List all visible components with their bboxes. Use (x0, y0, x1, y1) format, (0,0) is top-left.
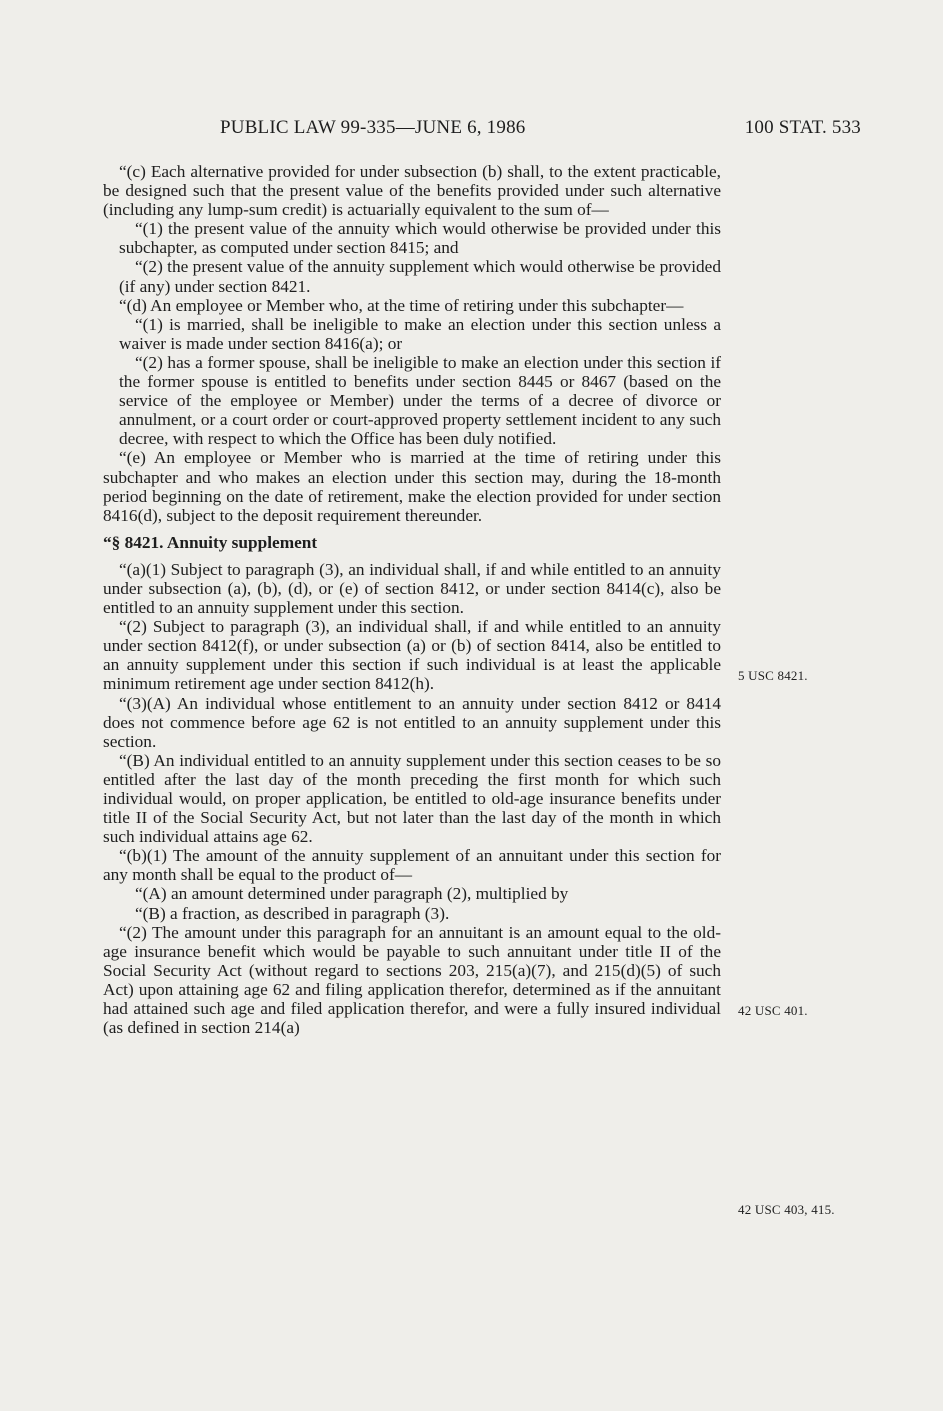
paragraph-b-1: “(b)(1) The amount of the annuity supplement of an annuitant under this section for any month shall be equal to the product of— (103, 846, 721, 885)
margin-note-42-usc-401: 42 USC 401. (738, 1003, 808, 1018)
paragraph-d-2: “(2) has a former spouse, shall be ineligible to make an election under this section if the former spouse is entitled to benefits under section 8445 or 8467 (based on the service of the employee or Member) under the terms of a decree of divorce or annulment, or a court order or court-approved property settlement incident to any such decree, with respect to which the Office has been duly notified. (119, 352, 721, 449)
paragraph-e: “(e) An employee or Member who is married at the time of retiring under this subchapter and who makes an election under this section may, during the 18-month period beginning on the date of retirement, make the election provided for under section 8416(d), subject to the deposit requirement thereunder. (103, 448, 721, 525)
paragraph-a-1: “(a)(1) Subject to paragraph (3), an individual shall, if and while entitled to an annuity under subsection (a), (b), (d), or (e) of section 8412, or under section 8414(c), also be entitled to an annuity supplement under this section. (103, 559, 721, 618)
header-title: PUBLIC LAW 99-335—JUNE 6, 1986 (220, 117, 526, 138)
page-header (103, 117, 861, 147)
paragraph-a-3-B: “(B) An individual entitled to an annuity supplement under this section ceases to be so entitled after the last day of the month preceding the first month for which such individual would, on proper application, be entitled to old-age insurance benefits under title II of the Social Security Act, but not later than the last day of the month in which such individual attains age 62. (103, 750, 721, 847)
paragraph-a-3-A: “(3)(A) An individual whose entitlement to an annuity under section 8412 or 8414 does not commence before age 62 is not entitled to an annuity supplement under this section. (103, 693, 721, 751)
paragraph-d-1: “(1) is married, shall be ineligible to make an election under this section unless a waiver is made under section 8416(a); or (119, 314, 721, 353)
paragraph-b-2: “(2) The amount under this paragraph for an annuitant is an amount equal to the old-age insurance benefit which would be payable to such annuitant under title II of the Social Security Act (without regard to sections 203, 215(a)(7), and 215(d)(5) of such Act) upon attaining age 62 and filing application therefor, determined as if the annuitant had attained such age and filed application therefor, and were a fully insured individual (as defined in section 214(a) (103, 922, 721, 1038)
paragraph-c: “(c) Each alternative provided for under subsection (b) shall, to the extent practicable, be designed such that the present value of the benefits provided under such alternative (including any lump-sum credit) is actuarially equivalent to the sum of— (103, 162, 721, 220)
paragraph-d: “(d) An employee or Member who, at the time of retiring under this subchapter— (119, 295, 684, 315)
header-stat-page: 100 STAT. 533 (744, 117, 861, 138)
section-heading-8421: “§ 8421. Annuity supplement (103, 532, 318, 552)
paragraph-a-2: “(2) Subject to paragraph (3), an individual shall, if and while entitled to an annuity under section 8412(f), or under subsection (a) or (b) of section 8414, also be entitled to an annuity supplement under this section if such individual is at least the applicable minimum retirement age under section 8412(h). (103, 617, 721, 694)
margin-note-5-usc-8421: 5 USC 8421. (738, 668, 808, 683)
paragraph-c-1: “(1) the present value of the annuity which would otherwise be provided under this subchapter, as computed under section 8415; and (119, 219, 721, 258)
paragraph-c-2: “(2) the present value of the annuity supplement which would otherwise be provided (if any) under section 8421. (119, 257, 721, 296)
paragraph-b-1-B: “(B) a fraction, as described in paragraph (3). (135, 903, 450, 923)
body-text (103, 162, 721, 1037)
margin-note-42-usc-403-415: 42 USC 403, 415. (738, 1202, 835, 1217)
paragraph-b-1-A: “(A) an amount determined under paragraph (2), multiplied by (135, 884, 569, 904)
